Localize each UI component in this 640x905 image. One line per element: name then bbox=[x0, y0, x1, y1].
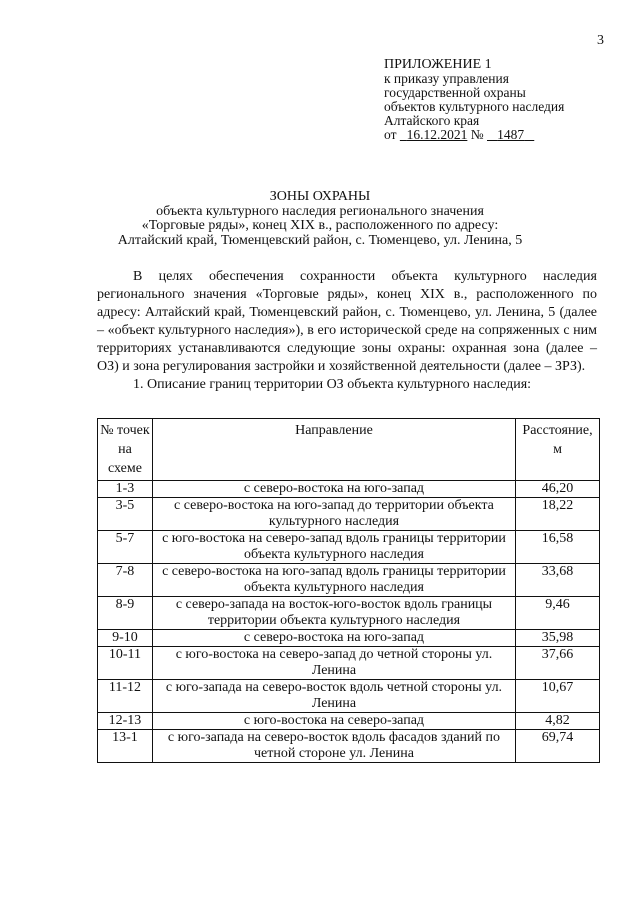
table-row bbox=[98, 564, 600, 597]
cell-points: 12-13 bbox=[98, 713, 153, 730]
header-direction: Направление bbox=[152, 419, 515, 481]
table-row bbox=[98, 597, 600, 630]
header-distance: Расстояние, м bbox=[516, 419, 600, 481]
cell-distance: 4,82 bbox=[516, 713, 600, 730]
table-row bbox=[98, 531, 600, 564]
cell-points: 3-5 bbox=[98, 498, 153, 531]
order-date: 16.12.2021 bbox=[406, 127, 468, 142]
table-row bbox=[98, 730, 600, 763]
table-row bbox=[98, 680, 600, 713]
table-row bbox=[98, 713, 600, 730]
appendix-date-line bbox=[384, 128, 564, 142]
title-line-1: объекта культурного наследия регионального значения bbox=[156, 203, 484, 219]
cell-points: 13-1 bbox=[98, 730, 153, 763]
cell-direction: с юго-запада на северо-восток вдоль фасадов зданий по четной стороне ул. Ленина bbox=[152, 730, 515, 763]
table-header-row bbox=[98, 419, 600, 481]
appendix-heading: ПРИЛОЖЕНИЕ 1 bbox=[384, 57, 492, 72]
table-row bbox=[98, 498, 600, 531]
title-line-3: Алтайский край, Тюменцевский район, с. Тюменцево, ул. Ленина, 5 bbox=[117, 232, 523, 248]
appendix-line-4: Алтайского края bbox=[384, 113, 480, 128]
cell-direction: с юго-запада на северо-восток вдоль четной стороны ул. Ленина bbox=[152, 680, 515, 713]
cell-points: 11-12 bbox=[98, 680, 153, 713]
cell-distance: 9,46 bbox=[516, 597, 600, 630]
intro-text bbox=[97, 268, 597, 394]
cell-points: 5-7 bbox=[98, 531, 153, 564]
appendix-block bbox=[384, 58, 564, 142]
cell-points: 1-3 bbox=[98, 481, 153, 498]
date-prefix: от bbox=[384, 127, 397, 142]
title-heading: ЗОНЫ ОХРАНЫ bbox=[269, 189, 371, 204]
number-sign: № bbox=[470, 127, 484, 142]
cell-direction: с северо-востока на юго-запад вдоль границы территории объекта культурного наследия bbox=[152, 564, 515, 597]
cell-points: 7-8 bbox=[98, 564, 153, 597]
cell-distance: 37,66 bbox=[516, 647, 600, 680]
cell-distance: 16,58 bbox=[516, 531, 600, 564]
page-number: 3 bbox=[597, 33, 604, 48]
cell-direction: с северо-запада на восток-юго-восток вдоль границы территории объекта культурного наследия bbox=[152, 597, 515, 630]
title-line-2: «Торговые ряды», конец XIX в., расположенного по адресу: bbox=[141, 218, 499, 233]
intro-paragraph: В целях обеспечения сохранности объекта культурного наследия регионального значения «Торговые ряды», конец XIX в., расположенного по адресу: Алтайский край, Тюменцевский район, с. Тюменцево, ул. Ленина, 5 (далее – «объект культурного наследия»), в его исторической среде на сопряженных с ним территориях устанавливаются следующие зоны охраны: охранная зона (далее – ОЗ) и зона регулирования застройки и хозяйственной деятельности (далее – ЗРЗ). bbox=[97, 269, 597, 374]
table-row bbox=[98, 647, 600, 680]
boundary-table bbox=[97, 418, 600, 763]
cell-points: 10-11 bbox=[98, 647, 153, 680]
document-title bbox=[100, 190, 540, 248]
cell-points: 9-10 bbox=[98, 630, 153, 647]
cell-direction: с юго-востока на северо-запад вдоль границы территории объекта культурного наследия bbox=[152, 531, 515, 564]
section-1-heading: 1. Описание границ территории ОЗ объекта культурного наследия: bbox=[133, 377, 532, 392]
table-row bbox=[98, 481, 600, 498]
appendix-line-3: объектов культурного наследия bbox=[384, 99, 565, 114]
cell-distance: 69,74 bbox=[516, 730, 600, 763]
table-row bbox=[98, 630, 600, 647]
cell-direction: с юго-востока на северо-запад до четной стороны ул. Ленина bbox=[152, 647, 515, 680]
cell-distance: 35,98 bbox=[516, 630, 600, 647]
cell-direction: с северо-востока на юго-запад bbox=[152, 630, 515, 647]
appendix-line-2: государственной охраны bbox=[384, 85, 526, 100]
header-points: № точек на схеме bbox=[98, 419, 153, 481]
cell-distance: 10,67 bbox=[516, 680, 600, 713]
cell-direction: с северо-востока на юго-запад до территории объекта культурного наследия bbox=[152, 498, 515, 531]
cell-direction: с юго-востока на северо-запад bbox=[152, 713, 515, 730]
cell-direction: с северо-востока на юго-запад bbox=[152, 481, 515, 498]
cell-distance: 18,22 bbox=[516, 498, 600, 531]
cell-points: 8-9 bbox=[98, 597, 153, 630]
cell-distance: 46,20 bbox=[516, 481, 600, 498]
cell-distance: 33,68 bbox=[516, 564, 600, 597]
order-number: 1487 bbox=[497, 127, 525, 142]
appendix-line-1: к приказу управления bbox=[384, 71, 509, 86]
